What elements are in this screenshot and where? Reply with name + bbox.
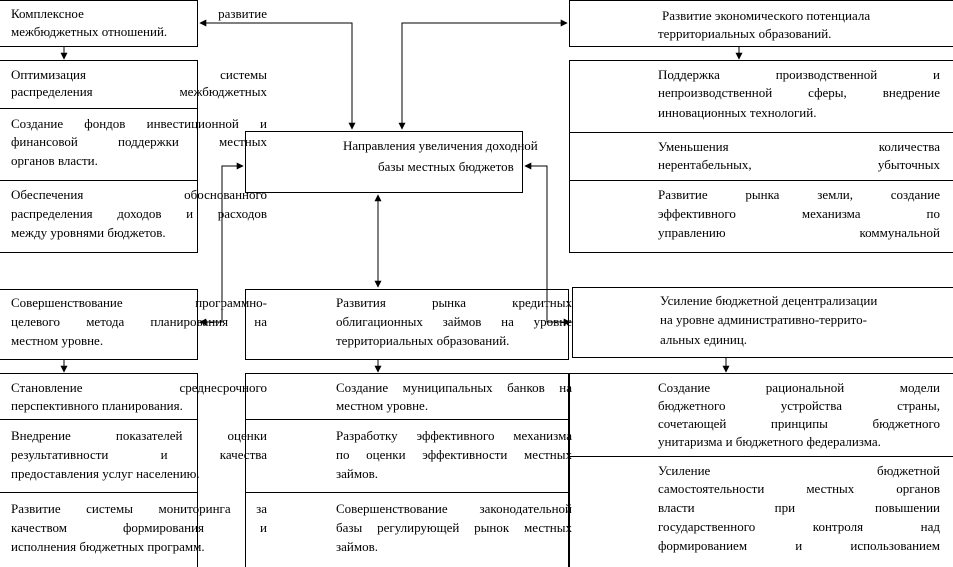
right-top-item-3-line-3: управлению коммунальной — [658, 225, 940, 240]
left-bottom-item-1-line-2: перспективного планирования. — [11, 398, 183, 413]
middle-bottom-item-2-line-3: займов. — [336, 466, 378, 481]
middle-bottom-item-3-line-3: займов. — [336, 539, 378, 554]
left-bottom-head-line-1: Совершенствование программно- — [11, 295, 267, 310]
middle-bottom-item-2-line-2: по оценки эффективности местных — [336, 447, 572, 462]
left-bottom-item-3-line-1: Развитие системы мониторинга за — [11, 501, 267, 516]
left-bottom-item-3-line-2: качеством формирования и — [11, 520, 267, 535]
right-top-item-1-line-2: непроизводственной сферы, внедрение — [658, 85, 940, 100]
left-top-item-3-line-1: Обеспечения обоснованного — [11, 187, 267, 202]
left-top-item-1-line-2: распределения межбюджетных — [11, 84, 267, 99]
left-bottom-item-1-line-1: Становление среднесрочного — [11, 380, 267, 395]
left-bottom-divider-1 — [0, 419, 198, 420]
right-bottom-item-1-line-1: Создание рациональной модели — [658, 380, 940, 395]
right-bottom-item-2-line-5: формированием и использованием — [658, 538, 940, 553]
right-top-item-3-line-2: эффективного механизма по — [658, 206, 940, 221]
left-top-item-2-line-3: органов власти. — [11, 153, 98, 168]
right-top-divider-2 — [569, 180, 953, 181]
left-bottom-head-line-3: местном уровне. — [11, 333, 104, 348]
right-top-item-1-line-1: Поддержка производственной и — [658, 67, 940, 82]
middle-bottom-head-line-3: территориальных образований. — [336, 333, 510, 348]
left-top-head-line-2: межбюджетных отношений. — [11, 24, 168, 39]
right-bottom-head-line-1: Усиление бюджетной децентрализации — [660, 293, 878, 308]
center-title-line-2: базы местных бюджетов — [378, 159, 514, 174]
right-bottom-item-2-line-2: самостоятельности местных органов — [658, 481, 940, 496]
middle-bottom-divider-1 — [245, 419, 569, 420]
left-top-item-1-line-1: Оптимизация системы — [11, 67, 267, 82]
right-bottom-item-2-line-3: власти при повышении — [658, 500, 940, 515]
left-top-divider-1 — [0, 108, 198, 109]
center-title-line-1: Направления увеличения доходной — [343, 138, 538, 153]
right-top-item-3-line-1: Развитие рынка земли, создание — [658, 187, 940, 202]
middle-bottom-item-1-line-1: Создание муниципальных банков на — [336, 380, 572, 395]
arrow-center-right-top — [402, 23, 567, 129]
left-bottom-item-2-line-1: Внедрение показателей оценки — [11, 428, 267, 443]
right-bottom-item-2-line-4: государственного контроля над — [658, 519, 940, 534]
right-top-divider-1 — [569, 132, 953, 133]
right-bottom-item-1-line-3: сочетающей принципы бюджетного — [658, 416, 940, 431]
right-top-head-line-2: территориальных образований. — [658, 26, 832, 41]
left-top-item-3-line-2: распределения доходов и расходов — [11, 206, 267, 221]
right-top-item-2-line-2: нерентабельных, убыточных — [658, 157, 940, 172]
left-top-item-2-line-1: Создание фондов инвестиционной и — [11, 116, 267, 131]
middle-bottom-head-line-1: Развития рынка кредитных — [336, 295, 572, 310]
right-top-item-1-line-3: инновационных технологий. — [658, 105, 817, 120]
left-bottom-item-2-line-2: результативности и качества — [11, 447, 267, 462]
right-bottom-divider-1 — [569, 456, 953, 457]
middle-bottom-head-line-2: облигационных займов на уровне — [336, 314, 572, 329]
left-bottom-head-line-2: целевого метода планирования на — [11, 314, 267, 329]
left-top-item-3-line-3: между уровнями бюджетов. — [11, 225, 166, 240]
right-bottom-item-1-line-4: унитаризма и бюджетного федерализма. — [658, 434, 881, 449]
left-top-item-2-line-2: финансовой поддержки местных — [11, 134, 267, 149]
middle-bottom-item-3-line-1: Совершенствование законодательной — [336, 501, 572, 516]
left-bottom-item-2-line-3: предоставления услуг населению. — [11, 466, 200, 481]
middle-bottom-divider-2 — [245, 492, 569, 493]
right-bottom-item-2-line-1: Усиление бюджетной — [658, 463, 940, 478]
right-bottom-item-1-line-2: бюджетного устройства страны, — [658, 398, 940, 413]
right-bottom-head-line-2: на уровне административно-террито- — [660, 312, 867, 327]
middle-bottom-item-3-line-2: базы регулирующей рынок местных — [336, 520, 572, 535]
middle-bottom-item-2-line-1: Разработку эффективного механизма — [336, 428, 572, 443]
left-top-head-line-1: Комплексное развитие — [11, 6, 267, 21]
middle-bottom-item-1-line-2: местном уровне. — [336, 398, 429, 413]
right-top-head-line-1: Развитие экономического потенциала — [662, 8, 871, 23]
left-bottom-item-3-line-3: исполнения бюджетных программ. — [11, 539, 205, 554]
left-top-divider-2 — [0, 180, 198, 181]
left-bottom-divider-2 — [0, 492, 198, 493]
right-top-item-2-line-1: Уменьшения количества — [658, 139, 940, 154]
right-bottom-head-line-3: альных единиц. — [660, 332, 748, 347]
